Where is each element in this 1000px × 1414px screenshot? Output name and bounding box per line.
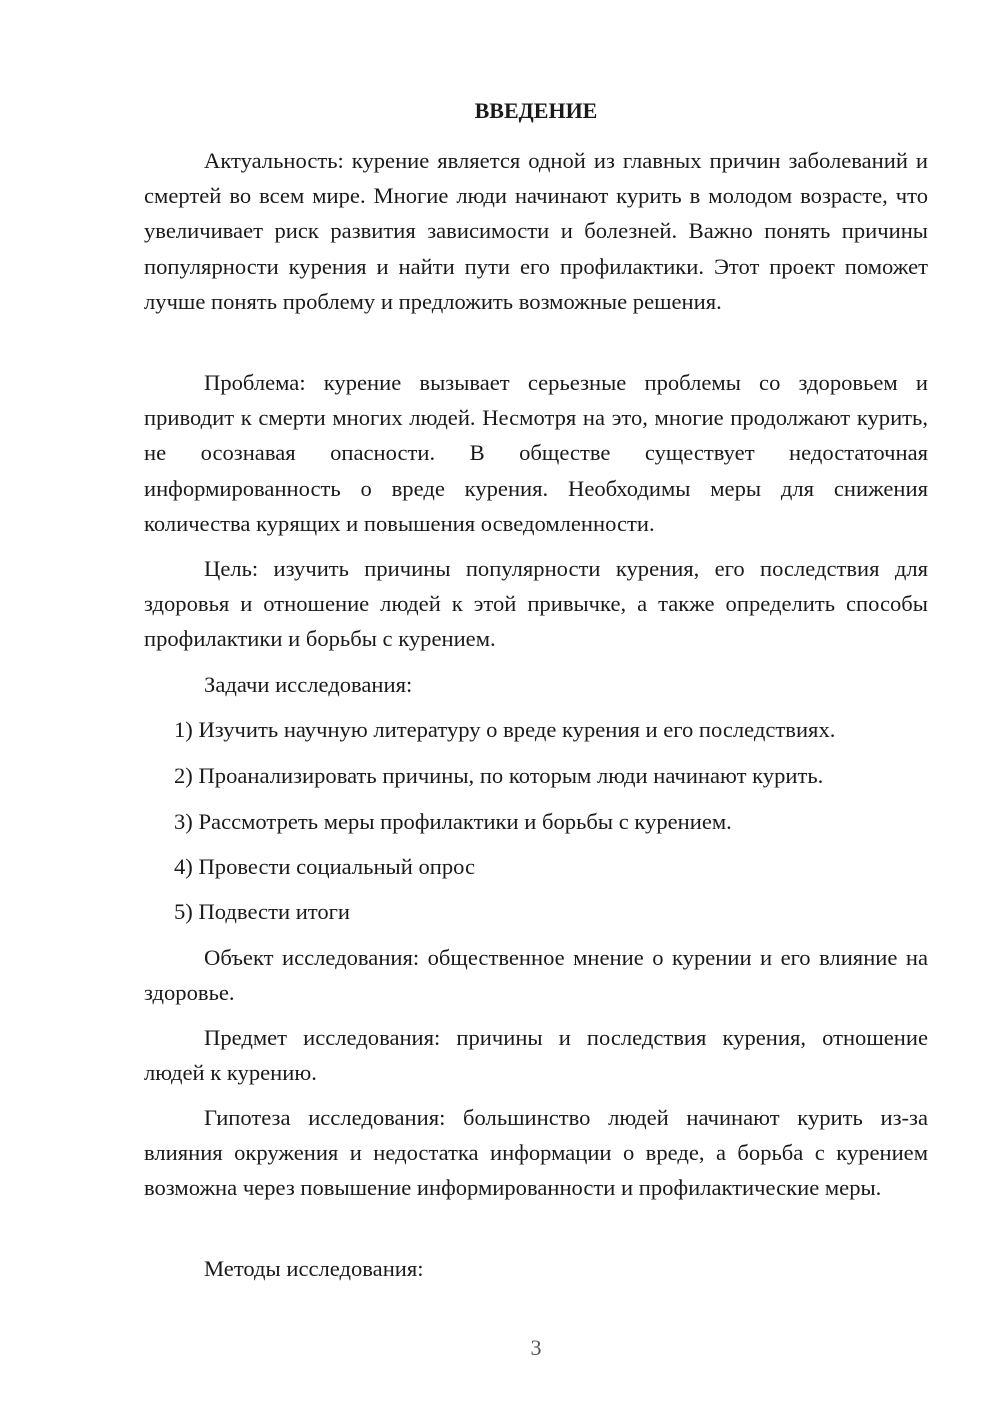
paragraph-goal: Цель: изучить причины популярности курения, его последствия для здоровья и отношение людей к этой привычке, а также определить способы профилактики и борьбы с курением. xyxy=(144,556,928,652)
page-number: 3 xyxy=(530,1335,542,1360)
list-item: 5) Подвести итоги xyxy=(174,899,351,924)
paragraph-problem: Проблема: курение вызывает серьезные проблемы со здоровьем и приводит к смерти многих людей. Несмотря на это, многие продолжают курить, не осознавая опасности. В обществе существует недостаточная информированность о вреде курения. Необходимы меры для снижения количества курящих и повышения осведомленности. xyxy=(144,370,928,536)
tasks-heading: Задачи исследования: xyxy=(204,672,413,697)
paragraph-hypothesis: Гипотеза исследования: большинство людей начинают курить из-за влияния окружения и недостатка информации о вреде, а борьба с курением возможна через повышение информированности и профилактические меры. xyxy=(144,1105,928,1201)
page-title: ВВЕДЕНИЕ xyxy=(474,98,598,123)
list-item: 2) Проанализировать причины, по которым люди начинают курить. xyxy=(174,763,824,788)
paragraph-subject: Предмет исследования: причины и последствия курения, отношение людей к курению. xyxy=(144,1025,928,1086)
paragraph-object: Объект исследования: общественное мнение о курении и его влияние на здоровье. xyxy=(144,945,928,1006)
list-item: 4) Провести социальный опрос xyxy=(174,854,476,879)
list-item: 3) Рассмотреть меры профилактики и борьбы с курением. xyxy=(174,809,732,834)
paragraph-relevance: Актуальность: курение является одной из главных причин заболеваний и смертей во всем мире. Многие люди начинают курить в молодом возрасте, что увеличивает риск развития зависимости и болезней. Важно понять причины популярности курения и найти пути его профилактики. Этот проект поможет лучше понять проблему и предложить возможные решения. xyxy=(144,148,928,314)
list-item: 1) Изучить научную литературу о вреде курения и его последствиях. xyxy=(174,717,836,742)
methods-heading: Методы исследования: xyxy=(204,1256,424,1281)
document-page xyxy=(144,0,928,1414)
